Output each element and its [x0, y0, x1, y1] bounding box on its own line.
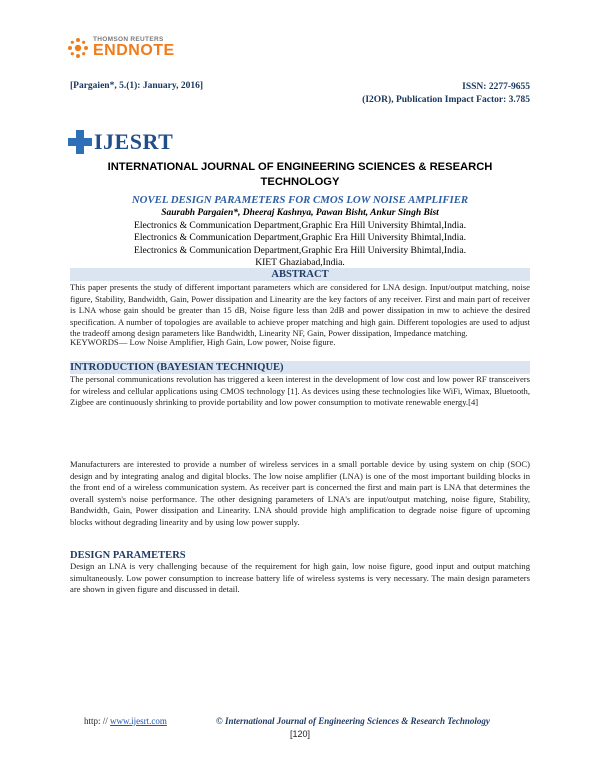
journal-website-link[interactable]: www.ijesrt.com [110, 716, 167, 726]
issn-header [362, 81, 530, 107]
page-number: [120] [289, 729, 311, 739]
affiliation-line: KIET Ghaziabad,India. [255, 257, 345, 269]
affiliation-line: Electronics & Communication Department,Graphic Era Hill University Bhimtal,India. [134, 220, 466, 231]
citation-header: [Pargaien*, 5.(1): January, 2016] [70, 81, 203, 91]
ijesrt-logo [68, 129, 173, 155]
issn-text: ISSN: 2277-9655 [462, 82, 530, 92]
journal-name-line1: INTERNATIONAL JOURNAL OF ENGINEERING SCIENCES & RESEARCH [107, 161, 493, 173]
introduction-heading: INTRODUCTION (BAYESIAN TECHNIQUE) [70, 361, 530, 374]
affiliation-line: Electronics & Communication Department,Graphic Era Hill University Bhimtal,India. [134, 232, 466, 244]
paper-title: NOVEL DESIGN PARAMETERS FOR CMOS LOW NOISE AMPLIFIER [131, 194, 469, 206]
paper-authors: Saurabh Pargaien*, Dheeraj Kashnya, Pawan Bisht, Ankur Singh Bist [161, 208, 439, 218]
introduction-paragraph-1: The personal communications revolution has triggered a keen interest in the development of low cost and low power RF transceivers for wireless and cellular applications using CMOS technology [1]. As devices using these technologies like WiFi, Wimax, Bluetooth, Zigbee are continuously shrinking to provide portability and low power consumption to motivate renewable energy.[4] [70, 374, 530, 408]
footer-url-prefix: http: // [84, 716, 108, 726]
logo-top-text: THOMSON REUTERS [93, 35, 164, 43]
affiliation-line: Electronics & Communication Department,Graphic Era Hill University Bhimtal,India. [134, 244, 466, 256]
design-parameters-paragraph: Design an LNA is very challenging because of the requirement for high gain, low noise figure, good input and output matching simultaneously. Low power consumption to increase battery life of wireless systems is very necessary. The main design parameters are shown in given figure and discussed in detail. [70, 561, 530, 595]
journal-name [70, 160, 530, 190]
footer-copyright: © International Journal of Engineering Sciences & Research Technology [216, 716, 490, 726]
keywords-text: KEYWORDS— Low Noise Amplifier, High Gain, Low power, Noise figure. [70, 337, 336, 347]
journal-name-line2: TECHNOLOGY [260, 176, 340, 188]
abstract-text: This paper presents the study of different important parameters which are considered for LNA design. Input/output matching, noise figure, Stability, Bandwidth, Gain, Power dissipation and Linearity are the key factors of any receiver. First and main part of receiver is LNA whose gain should be greater than 15 dB, Noise figure less than 2dB and power dissipation in mw to achieve the desired specification. A number of topologies are available to achieve proper matching and high gain. Different topologies are used to adjust the tradeoff among design parameters like Bandwidth, Linearity NF, Gain, Power dissipation, Impedance matching. [70, 282, 530, 339]
endnote-logo [66, 36, 175, 60]
affiliations [70, 220, 530, 270]
plus-icon [68, 130, 92, 154]
logo-main-text: ENDNOTE [93, 42, 175, 60]
design-parameters-heading: DESIGN PARAMETERS [70, 550, 186, 561]
abstract-heading: ABSTRACT [70, 268, 530, 281]
footer-url [84, 716, 167, 726]
introduction-paragraph-2: Manufacturers are interested to provide a number of wireless services in a small portable device by using system on chip (SOC) design and by integrating analog and digital blocks. The low noise amplifier (LNA) is one of the most important building blocks in the front end of a wireless communication system. As receiver part is concerned the first and main part is LNA that determines the overall system's noise performance. The other designing parameters of LNA's are input/output matching, noise figure, Stability, Bandwidth, Gain, Power dissipation and Linearity. LNA should provide high amplification to degrade noise figure of upcoming blocks without degrading linearity and by using low power supply. [70, 459, 530, 527]
thomson-reuters-dots-icon [66, 36, 90, 60]
ijesrt-logo-text: IJESRT [94, 129, 174, 154]
impact-factor-text: (I2OR), Publication Impact Factor: 3.785 [362, 95, 530, 105]
